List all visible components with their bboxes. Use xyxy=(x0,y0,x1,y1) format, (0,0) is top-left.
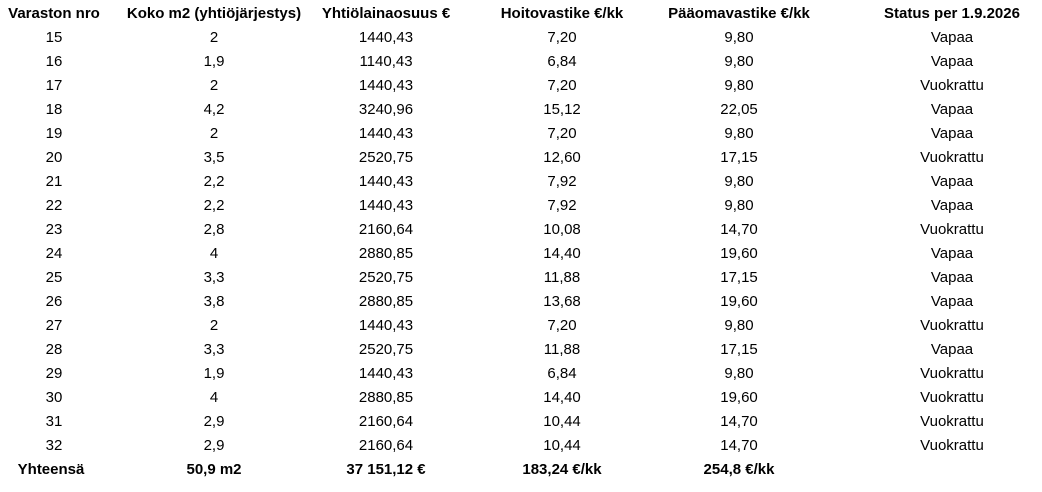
cell-varaston-nro: 29 xyxy=(45,365,63,382)
cell-varaston-nro: 23 xyxy=(45,221,63,238)
table-row xyxy=(0,26,1042,50)
cell-yhtiolainaosuus: 2160,64 xyxy=(358,413,414,430)
cell-yhtiolainaosuus: 1440,43 xyxy=(358,173,414,190)
cell-koko: 3,8 xyxy=(203,293,225,310)
cell-paaomavastike: 14,70 xyxy=(720,413,758,430)
cell-paaomavastike: 17,15 xyxy=(720,341,758,358)
table-row xyxy=(0,74,1042,98)
cell-hoitovastike: 12,60 xyxy=(543,149,581,166)
cell-varaston-nro: 22 xyxy=(45,197,63,214)
header-yhtiolainaosuus: Yhtiölainaosuus € xyxy=(321,5,451,22)
cell-yhtiolainaosuus: 2160,64 xyxy=(358,221,414,238)
cell-yhtiolainaosuus: 1440,43 xyxy=(358,197,414,214)
cell-yhtiolainaosuus: 1440,43 xyxy=(358,365,414,382)
cell-hoitovastike: 7,20 xyxy=(547,77,577,94)
table-row xyxy=(0,146,1042,170)
cell-yhtiolainaosuus: 2520,75 xyxy=(358,341,414,358)
header-paaomavastike: Pääomavastike €/kk xyxy=(668,5,810,22)
header-status: Status per 1.9.2026 xyxy=(884,5,1020,22)
cell-hoitovastike: 6,84 xyxy=(547,365,577,382)
cell-status: Vapaa xyxy=(930,29,974,46)
cell-varaston-nro: 17 xyxy=(45,77,63,94)
cell-koko: 2,2 xyxy=(203,197,225,214)
cell-hoitovastike: 13,68 xyxy=(543,293,581,310)
cell-varaston-nro: 25 xyxy=(45,269,63,286)
table-row xyxy=(0,362,1042,386)
cell-yhtiolainaosuus: 2160,64 xyxy=(358,437,414,454)
cell-status: Vuokrattu xyxy=(920,317,984,334)
table-totals-row xyxy=(0,458,1042,482)
table-row xyxy=(0,314,1042,338)
cell-paaomavastike: 9,80 xyxy=(724,77,754,94)
cell-koko: 2 xyxy=(209,77,219,94)
cell-koko: 4 xyxy=(209,245,219,262)
cell-paaomavastike: 14,70 xyxy=(720,437,758,454)
table-header-row xyxy=(0,2,1042,26)
cell-hoitovastike: 14,40 xyxy=(543,389,581,406)
table-row xyxy=(0,218,1042,242)
cell-varaston-nro: 15 xyxy=(45,29,63,46)
cell-status: Vapaa xyxy=(930,173,974,190)
cell-varaston-nro: 26 xyxy=(45,293,63,310)
cell-status: Vapaa xyxy=(930,269,974,286)
cell-hoitovastike: 10,44 xyxy=(543,437,581,454)
table-row xyxy=(0,434,1042,458)
cell-yhtiolainaosuus: 2520,75 xyxy=(358,269,414,286)
table-row xyxy=(0,290,1042,314)
cell-hoitovastike: 7,92 xyxy=(547,197,577,214)
cell-hoitovastike: 10,08 xyxy=(543,221,581,238)
cell-koko: 2 xyxy=(209,29,219,46)
totals-label: Yhteensä xyxy=(17,461,85,478)
cell-koko: 2,2 xyxy=(203,173,225,190)
cell-status: Vuokrattu xyxy=(920,221,984,238)
cell-varaston-nro: 19 xyxy=(45,125,63,142)
cell-yhtiolainaosuus: 2880,85 xyxy=(358,293,414,310)
cell-yhtiolainaosuus: 1140,43 xyxy=(359,53,413,70)
cell-paaomavastike: 9,80 xyxy=(724,125,754,142)
cell-status: Vapaa xyxy=(930,341,974,358)
cell-hoitovastike: 11,88 xyxy=(543,269,581,286)
cell-paaomavastike: 19,60 xyxy=(720,245,758,262)
cell-hoitovastike: 11,88 xyxy=(543,341,581,358)
cell-status: Vuokrattu xyxy=(920,413,984,430)
cell-koko: 2 xyxy=(209,125,219,142)
cell-koko: 2,8 xyxy=(203,221,225,238)
cell-hoitovastike: 10,44 xyxy=(543,413,581,430)
cell-varaston-nro: 18 xyxy=(45,101,63,118)
cell-varaston-nro: 24 xyxy=(45,245,63,262)
cell-varaston-nro: 21 xyxy=(45,173,63,190)
header-koko: Koko m2 (yhtiöjärjestys) xyxy=(126,5,302,22)
cell-hoitovastike: 15,12 xyxy=(543,101,581,118)
cell-hoitovastike: 7,20 xyxy=(547,29,577,46)
cell-paaomavastike: 14,70 xyxy=(720,221,758,238)
cell-paaomavastike: 9,80 xyxy=(724,317,754,334)
cell-varaston-nro: 30 xyxy=(45,389,63,406)
cell-status: Vuokrattu xyxy=(920,149,984,166)
header-hoitovastike: Hoitovastike €/kk xyxy=(500,5,624,22)
cell-status: Vapaa xyxy=(930,53,974,70)
cell-varaston-nro: 31 xyxy=(45,413,63,430)
cell-hoitovastike: 7,20 xyxy=(547,125,577,142)
cell-yhtiolainaosuus: 2880,85 xyxy=(358,245,414,262)
totals-hoitovastike: 183,24 €/kk xyxy=(522,461,602,478)
header-varaston-nro: Varaston nro xyxy=(8,5,100,22)
table-row xyxy=(0,170,1042,194)
cell-yhtiolainaosuus: 1440,43 xyxy=(358,29,414,46)
cell-yhtiolainaosuus: 1440,43 xyxy=(358,77,414,94)
cell-koko: 3,3 xyxy=(203,269,225,286)
cell-hoitovastike: 14,40 xyxy=(543,245,581,262)
cell-koko: 2,9 xyxy=(203,413,225,430)
cell-varaston-nro: 27 xyxy=(45,317,63,334)
cell-koko: 1,9 xyxy=(203,53,225,70)
cell-status: Vapaa xyxy=(930,101,974,118)
cell-paaomavastike: 19,60 xyxy=(720,293,758,310)
table-row xyxy=(0,338,1042,362)
cell-varaston-nro: 28 xyxy=(45,341,63,358)
cell-status: Vuokrattu xyxy=(920,389,984,406)
table-row xyxy=(0,194,1042,218)
cell-status: Vapaa xyxy=(930,125,974,142)
cell-hoitovastike: 7,92 xyxy=(547,173,577,190)
cell-status: Vapaa xyxy=(930,293,974,310)
cell-koko: 4,2 xyxy=(203,101,225,118)
cell-varaston-nro: 16 xyxy=(45,53,63,70)
cell-varaston-nro: 32 xyxy=(45,437,63,454)
table-row xyxy=(0,50,1042,74)
cell-hoitovastike: 7,20 xyxy=(547,317,577,334)
cell-status: Vapaa xyxy=(930,245,974,262)
cell-paaomavastike: 17,15 xyxy=(720,149,758,166)
cell-status: Vapaa xyxy=(930,197,974,214)
cell-paaomavastike: 9,80 xyxy=(724,53,754,70)
cell-paaomavastike: 9,80 xyxy=(724,197,754,214)
cell-koko: 2 xyxy=(209,317,219,334)
totals-yhtiolainaosuus: 37 151,12 € xyxy=(346,461,426,478)
table-row xyxy=(0,242,1042,266)
totals-koko: 50,9 m2 xyxy=(186,461,242,478)
cell-koko: 4 xyxy=(209,389,219,406)
cell-status: Vuokrattu xyxy=(920,437,984,454)
cell-paaomavastike: 9,80 xyxy=(724,365,754,382)
cell-paaomavastike: 19,60 xyxy=(720,389,758,406)
cell-yhtiolainaosuus: 1440,43 xyxy=(358,317,414,334)
cell-yhtiolainaosuus: 2880,85 xyxy=(358,389,414,406)
cell-koko: 3,5 xyxy=(203,149,225,166)
cell-yhtiolainaosuus: 2520,75 xyxy=(358,149,414,166)
cell-status: Vuokrattu xyxy=(920,365,984,382)
cell-varaston-nro: 20 xyxy=(45,149,63,166)
cell-paaomavastike: 9,80 xyxy=(724,29,754,46)
cell-status: Vuokrattu xyxy=(920,77,984,94)
cell-yhtiolainaosuus: 1440,43 xyxy=(358,125,414,142)
cell-hoitovastike: 6,84 xyxy=(547,53,577,70)
table-row xyxy=(0,386,1042,410)
cell-koko: 2,9 xyxy=(203,437,225,454)
cell-yhtiolainaosuus: 3240,96 xyxy=(358,101,414,118)
table-row xyxy=(0,266,1042,290)
table-row xyxy=(0,410,1042,434)
cell-koko: 3,3 xyxy=(203,341,225,358)
cell-paaomavastike: 22,05 xyxy=(720,101,758,118)
table-row xyxy=(0,98,1042,122)
totals-paaomavastike: 254,8 €/kk xyxy=(703,461,775,478)
cell-paaomavastike: 17,15 xyxy=(720,269,758,286)
cell-koko: 1,9 xyxy=(203,365,225,382)
cell-paaomavastike: 9,80 xyxy=(724,173,754,190)
table-row xyxy=(0,122,1042,146)
